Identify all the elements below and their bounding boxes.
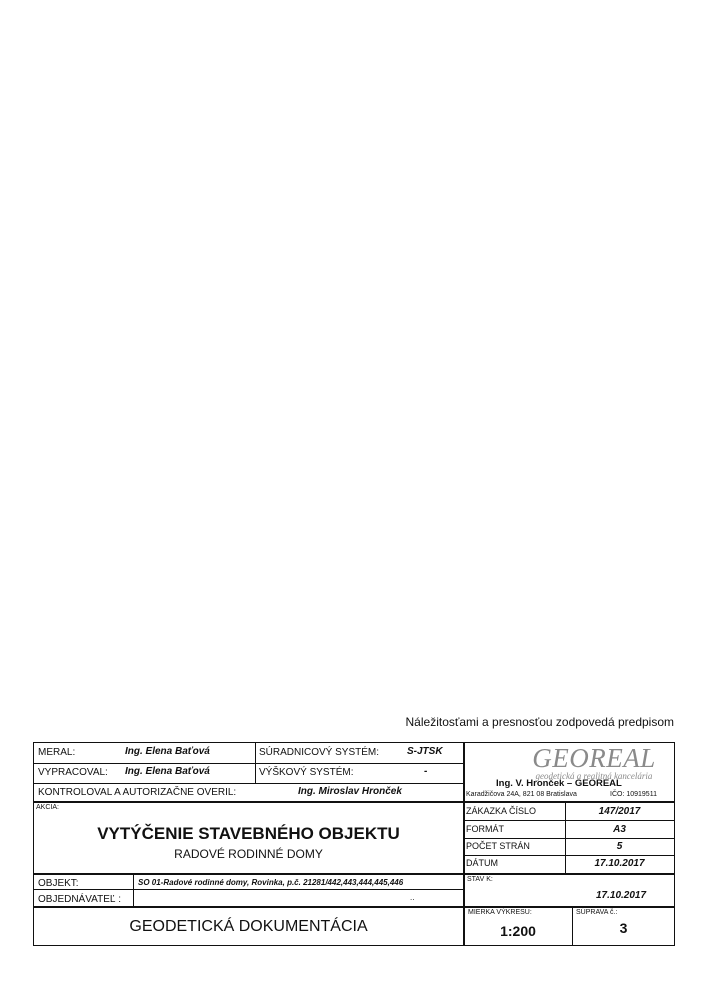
stav-k-value: 17.10.2017 [596, 890, 647, 901]
divider [34, 906, 674, 908]
page-count-label: POČET STRÁN [466, 841, 530, 851]
date-label: DÁTUM [466, 858, 498, 868]
company-logo [504, 743, 684, 781]
divider [34, 763, 463, 764]
height-system-label: VÝŠKOVÝ SYSTÉM: [259, 767, 354, 778]
page-count-value: 5 [616, 841, 623, 852]
format-value: A3 [613, 824, 626, 835]
divider [133, 873, 134, 906]
height-system-value: - [424, 766, 428, 777]
logo-subtitle: geodetická a realitná kancelária [535, 771, 653, 781]
scale-value: 1:200 [500, 923, 536, 939]
coordinate-system-value: S-JTSK [407, 746, 443, 757]
divider [34, 783, 463, 784]
georeal-logo: GEOREAL [532, 743, 656, 773]
order-number-value: 147/2017 [598, 806, 641, 817]
divider [463, 855, 674, 856]
divider [255, 743, 256, 783]
divider [463, 838, 674, 839]
objekt-label: OBJEKT: [38, 878, 79, 889]
vypracoval-label: VYPRACOVAL: [38, 767, 108, 778]
set-number-value: 3 [619, 920, 628, 936]
akcia-subtitle: RADOVÉ RODINNÉ DOMY [174, 847, 323, 861]
company-ico: IČO: 10919511 [610, 791, 657, 798]
objekt-value: SO 01-Radové rodinné domy, Rovinka, p.č. 21281/442,443,444,445,446 [138, 878, 404, 887]
document-type: GEODETICKÁ DOKUMENTÁCIA [129, 918, 368, 935]
coordinate-system-label: SÚRADNICOVÝ SYSTÉM: [259, 747, 380, 758]
divider [463, 743, 465, 945]
divider [34, 889, 463, 890]
order-number-label: ZÁKAZKA ČÍSLO [466, 806, 537, 816]
akcia-title: VYTÝČENIE STAVEBNÉHO OBJEKTU [97, 824, 400, 843]
vypracoval-value: Ing. Elena Baťová [125, 766, 210, 777]
scale-label: MIERKA VÝKRESU: [468, 909, 532, 916]
title-block [33, 742, 675, 946]
kontroloval-value: Ing. Miroslav Hronček [298, 786, 402, 797]
objednavatel-value: .. [410, 893, 415, 902]
stav-k-label: STAV K: [467, 876, 493, 883]
company-name: Ing. V. Hronček – GEOREAL [496, 778, 622, 789]
date-value: 17.10.2017 [594, 858, 645, 869]
divider [34, 801, 674, 803]
company-address: Karadžičova 24A, 821 08 Bratislava [466, 791, 577, 798]
responsibility-note: Náležitosťami a presnosťou zodpovedá predpisom [405, 715, 674, 729]
akcia-label: AKCIA: [36, 804, 59, 811]
meral-value: Ing. Elena Baťová [125, 746, 210, 757]
divider [34, 873, 674, 875]
kontroloval-label: KONTROLOVAL A AUTORIZAČNE OVERIL: [38, 787, 237, 798]
meral-label: MERAL: [38, 747, 76, 758]
set-number-label: SÚPRAVA č.: [576, 909, 618, 916]
format-label: FORMÁT [466, 824, 504, 834]
objednavatel-label: OBJEDNÁVATEĽ : [38, 894, 121, 905]
divider [463, 820, 674, 821]
